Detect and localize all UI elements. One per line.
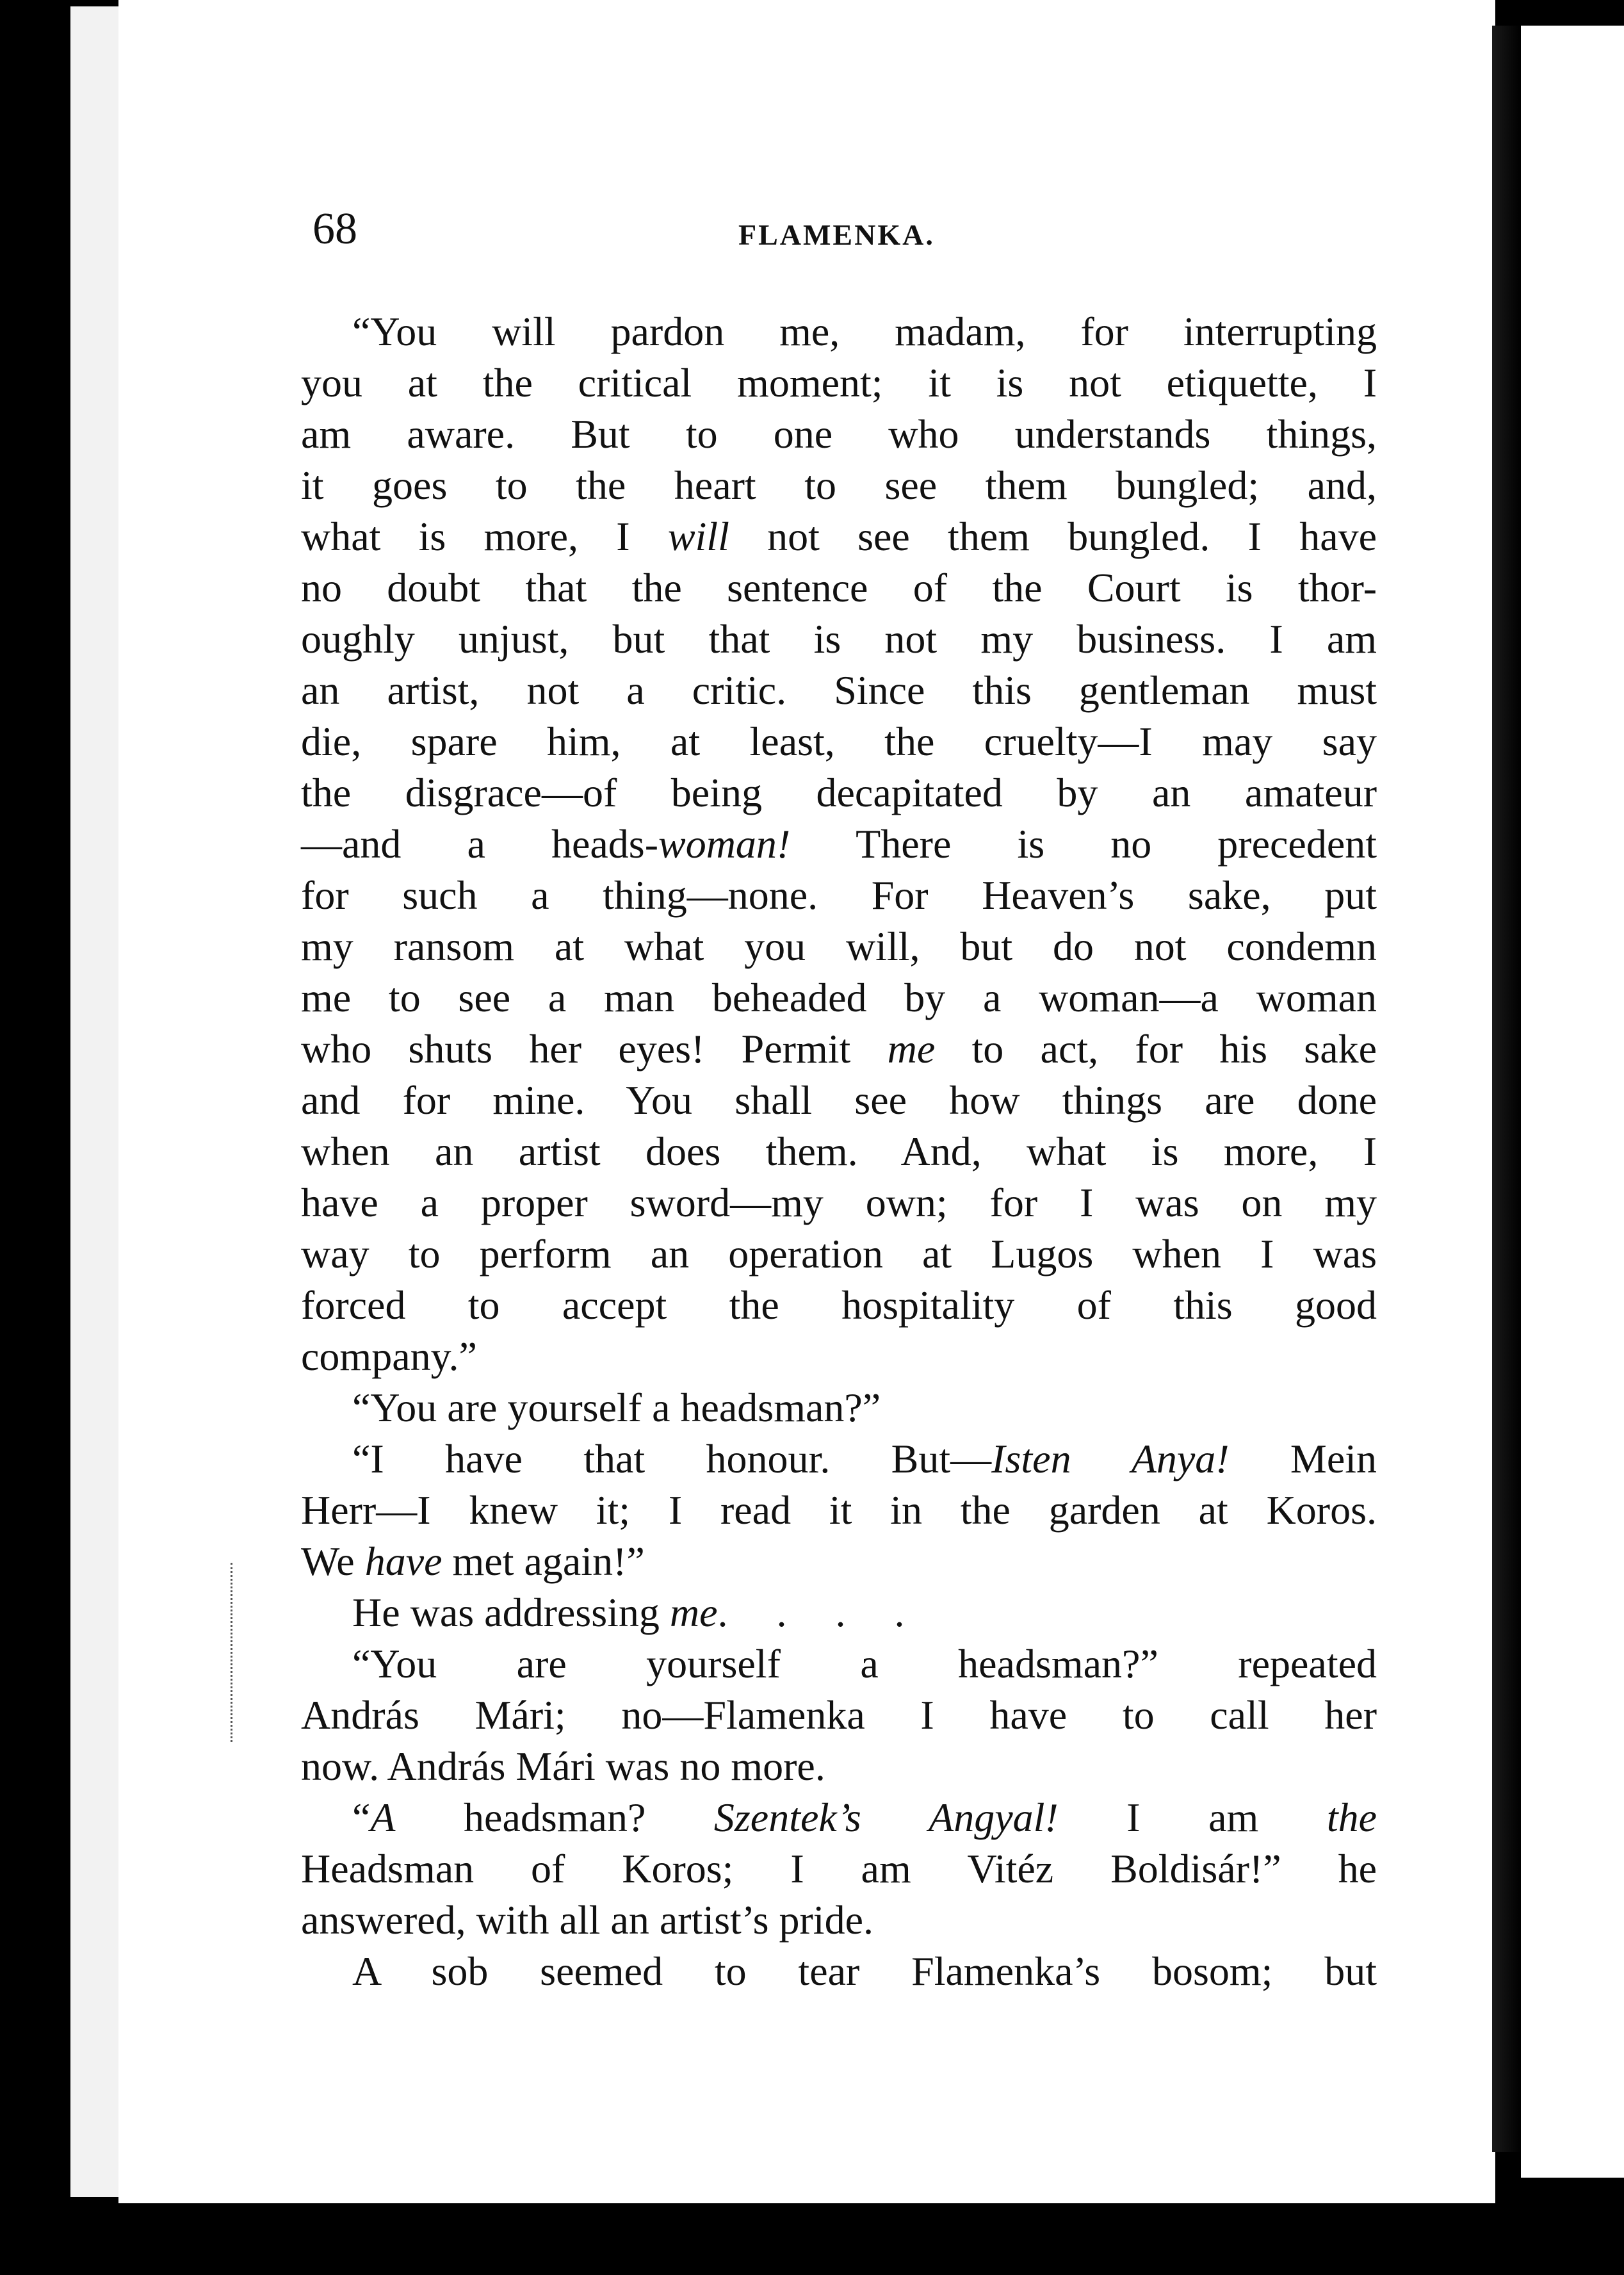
text-line: “A headsman? Szentek’s Angyal! I am the bbox=[352, 1795, 1377, 1840]
text-line: company.” bbox=[301, 1333, 477, 1379]
margin-marks bbox=[231, 1563, 236, 1742]
text-line: now. András Mári was no more. bbox=[301, 1743, 825, 1789]
facing-page bbox=[1521, 26, 1624, 2178]
text-line: András Mári; no—Flamenka I have to call her bbox=[301, 1692, 1377, 1738]
text-line: the disgrace—of being decapitated by an amateur bbox=[301, 770, 1377, 815]
emphasis: have bbox=[364, 1538, 443, 1584]
scan-bottom-border bbox=[0, 2203, 1624, 2275]
text-line: no doubt that the sentence of the Court is thor- bbox=[301, 565, 1377, 610]
running-title: FLAMENKA. bbox=[738, 218, 935, 251]
text-line: oughly unjust, but that is not my business. I am bbox=[301, 616, 1377, 662]
emphasis: will bbox=[667, 514, 729, 559]
text-line: —and a heads-woman! There is no precedent bbox=[301, 821, 1377, 867]
text-line: what is more, I will not see them bungled. I have bbox=[301, 514, 1377, 559]
text-line: way to perform an operation at Lugos when I was bbox=[301, 1231, 1377, 1276]
page-edge bbox=[70, 6, 124, 2197]
text-line: and for mine. You shall see how things are done bbox=[301, 1077, 1377, 1123]
text-line: you at the critical moment; it is not etiquette, I bbox=[301, 360, 1377, 405]
text-line: “You will pardon me, madam, for interrupting bbox=[352, 309, 1377, 354]
text-line: an artist, not a critic. Since this gentleman must bbox=[301, 667, 1377, 713]
text-line: “I have that honour. But—Isten Anya! Mein bbox=[352, 1436, 1377, 1481]
text-line: for such a thing—none. For Heaven’s sake, put bbox=[301, 872, 1377, 918]
emphasis: woman! bbox=[658, 821, 791, 867]
text-line: Headsman of Koros; I am Vitéz Boldisár!” he bbox=[301, 1846, 1377, 1891]
text-line: have a proper sword—my own; for I was on my bbox=[301, 1180, 1377, 1225]
text-line: who shuts her eyes! Permit me to act, for his sake bbox=[301, 1026, 1377, 1072]
text-line: A sob seemed to tear Flamenka’s bosom; but bbox=[352, 1948, 1377, 1994]
text-line: am aware. But to one who understands things, bbox=[301, 411, 1377, 457]
text-line: “You are yourself a headsman?” bbox=[352, 1385, 881, 1430]
text-line: Herr—I knew it; I read it in the garden at Koros. bbox=[301, 1487, 1377, 1533]
text-line: forced to accept the hospitality of this good bbox=[301, 1282, 1377, 1328]
text-line: my ransom at what you will, but do not condemn bbox=[301, 924, 1377, 969]
text-line: We have met again!” bbox=[301, 1538, 645, 1584]
body-text bbox=[301, 306, 1377, 1997]
book-gutter bbox=[1492, 26, 1521, 2152]
text-line: “You are yourself a headsman?” repeated bbox=[352, 1641, 1377, 1686]
page-number: 68 bbox=[313, 204, 357, 254]
text-line: it goes to the heart to see them bungled; and, bbox=[301, 462, 1377, 508]
emphasis: the bbox=[1326, 1795, 1377, 1840]
text-line: He was addressing me. . . . bbox=[352, 1590, 924, 1635]
emphasis: Isten Anya! bbox=[991, 1436, 1230, 1481]
emphasis: me bbox=[887, 1026, 936, 1072]
emphasis: me bbox=[669, 1590, 718, 1635]
text-line: answered, with all an artist’s pride. bbox=[301, 1897, 873, 1943]
text-line: when an artist does them. And, what is more, I bbox=[301, 1129, 1377, 1174]
page-header bbox=[313, 204, 1369, 261]
emphasis: Szentek’s Angyal! bbox=[713, 1795, 1059, 1840]
text-line: me to see a man beheaded by a woman—a woman bbox=[301, 975, 1377, 1020]
emphasis: A bbox=[370, 1795, 396, 1840]
text-line: die, spare him, at least, the cruelty—I may say bbox=[301, 719, 1377, 764]
